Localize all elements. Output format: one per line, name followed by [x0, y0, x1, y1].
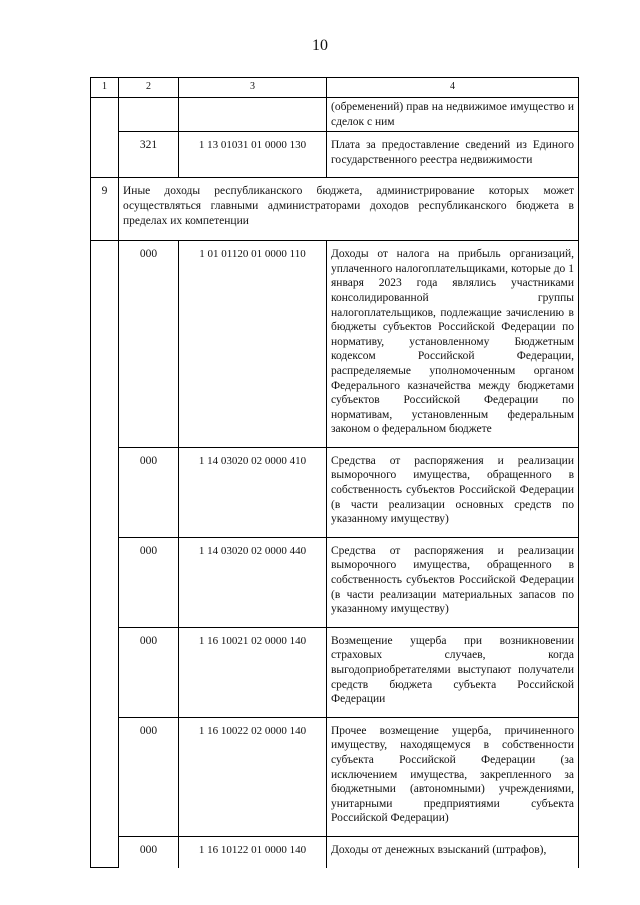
table-row [91, 241, 579, 448]
table-row [91, 98, 579, 132]
table-row [91, 132, 579, 178]
admin-code-cell: 000 [119, 717, 179, 836]
header-cell: 1 [91, 78, 119, 98]
admin-code-cell [119, 98, 179, 132]
table-row [91, 717, 579, 836]
kbk-cell: 1 14 03020 02 0000 440 [179, 537, 327, 627]
admin-code-cell: 000 [119, 836, 179, 867]
header-cell: 3 [179, 78, 327, 98]
table-row [91, 627, 579, 717]
kbk-cell [179, 98, 327, 132]
header-cell: 2 [119, 78, 179, 98]
admin-code-cell: 000 [119, 241, 179, 448]
description-cell: Плата за предоставление сведений из Единого государственного реестра недвижимости [327, 132, 579, 178]
admin-code-cell: 321 [119, 132, 179, 178]
admin-code-cell: 000 [119, 447, 179, 537]
header-cell: 4 [327, 78, 579, 98]
section-row [91, 178, 579, 241]
description-cell: Прочее возмещение ущерба, причиненного имуществу, находящемуся в собственности субъекта Российской Федерации (за исключением имущества, закрепленного за бюджетными (автономными) учреждениями, унитарными предприятиями субъекта Российской Федерации) [327, 717, 579, 836]
table-row [91, 447, 579, 537]
row-number-cell [91, 241, 119, 868]
row-number-cell [91, 98, 119, 178]
description-cell: (обременений) прав на недвижимое имущество и сделок с ним [327, 98, 579, 132]
table-row [91, 836, 579, 867]
kbk-cell: 1 16 10021 02 0000 140 [179, 627, 327, 717]
table-header-row [91, 78, 579, 98]
kbk-cell: 1 16 10122 01 0000 140 [179, 836, 327, 867]
revenue-table [90, 77, 579, 868]
section-number: 9 [91, 178, 119, 241]
section-title: Иные доходы республиканского бюджета, администрирование которых может осуществляться главными администраторами доходов республиканского бюджета в пределах их компетенции [119, 178, 579, 241]
description-cell: Доходы от налога на прибыль организаций, уплаченного налогоплательщиками, которые до 1 января 2023 года являлись участниками консолидированной группы налогоплательщиков, подлежащие зачислению в бюджеты субъектов Российской Федерации по нормативу, установленному Бюджетным кодексом Российской Федерации, распределяемые уполномоченным органом Федерального казначейства между бюджетами субъектов Российской Федерации по нормативам, установленным федеральным законом о федеральном бюджете [327, 241, 579, 448]
kbk-cell: 1 01 01120 01 0000 110 [179, 241, 327, 448]
table-row [91, 537, 579, 627]
description-cell: Средства от распоряжения и реализации выморочного имущества, обращенного в собственность субъектов Российской Федерации (в части реализации основных средств по указанному имуществу) [327, 447, 579, 537]
description-cell: Средства от распоряжения и реализации выморочного имущества, обращенного в собственность субъектов Российской Федерации (в части реализации материальных запасов по указанному имуществу) [327, 537, 579, 627]
kbk-cell: 1 13 01031 01 0000 130 [179, 132, 327, 178]
kbk-cell: 1 16 10022 02 0000 140 [179, 717, 327, 836]
admin-code-cell: 000 [119, 537, 179, 627]
kbk-cell: 1 14 03020 02 0000 410 [179, 447, 327, 537]
admin-code-cell: 000 [119, 627, 179, 717]
page-number: 10 [312, 37, 328, 54]
description-cell: Возмещение ущерба при возникновении страховых случаев, когда выгодоприобретателями выступают получатели средств бюджета субъекта Российской Федерации [327, 627, 579, 717]
description-cell: Доходы от денежных взысканий (штрафов), [327, 836, 579, 867]
